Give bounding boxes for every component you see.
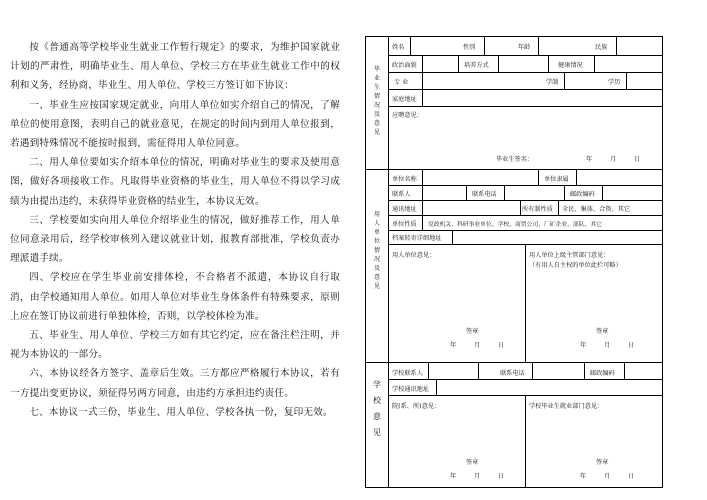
employer-date-month: 月 [474, 342, 481, 349]
school-phone-field[interactable] [532, 363, 584, 379]
student-row-political [388, 55, 662, 73]
school-row-address [388, 379, 662, 396]
school-postcode-label: 邮政编码 [590, 370, 615, 377]
employer-opinion-row [388, 244, 662, 362]
school-side-label: 学 校 意 见 [373, 380, 381, 437]
degree-label: 学制 [546, 79, 559, 86]
student-section [366, 37, 662, 170]
employer-opinion-area[interactable] [388, 244, 525, 362]
agreement-clause-7: 七、本协议一式三份，毕业生、用人单位、学校各执一份，复印无效。 [29, 406, 333, 418]
employer-date-day: 日 [498, 342, 505, 349]
student-side-label-cell [366, 37, 389, 169]
employment-office-date-day: 日 [628, 473, 635, 480]
student-signature-label: 毕业生签名： [496, 156, 534, 163]
political-label: 政治面貌 [392, 62, 417, 69]
employer-stamp-label: 签章 [466, 328, 479, 335]
education-field[interactable] [626, 72, 662, 89]
name-label: 姓名 [392, 44, 405, 51]
employer-postcode-label: 邮政编码 [570, 191, 595, 198]
employer-side-label-cell [366, 170, 389, 362]
political-field[interactable] [422, 55, 458, 72]
school-address-label: 学校通讯地址 [392, 386, 430, 393]
age-label: 年龄 [518, 44, 531, 51]
mail-address-field[interactable] [422, 200, 520, 215]
home-address-field[interactable] [422, 89, 662, 106]
archive-address-label: 档案转寄详细地址 [392, 235, 442, 242]
supervisor-opinion-label: 用人单位上级主管部门意见： [529, 252, 610, 259]
major-label: 专 业 [394, 79, 409, 86]
student-row-major [388, 72, 662, 90]
school-contact-field[interactable] [428, 363, 478, 379]
agreement-clause-2: 二、用人单位要如实介绍本单位的情况，明确对毕业生的要求及使用意图，做好各项接收工作。凡取得毕业资格的毕业生，用人单位不得以学习成绩为由提出违约，未获得毕业资格的结业生，本协议无效。 [10, 157, 340, 207]
employer-date-year: 年 [450, 342, 457, 349]
supervisor-opinion-area[interactable] [525, 244, 662, 362]
ethnicity-field[interactable] [616, 37, 662, 55]
department-date-month: 月 [474, 473, 481, 480]
employer-contact-field[interactable] [422, 185, 466, 200]
agreement-clause-5: 五、毕业生、用人单位、学校三方如有其它约定，应在备注栏注明，并视为本协议的一部分。 [10, 330, 340, 361]
mail-address-label: 通讯地址 [392, 206, 417, 213]
education-label: 学历 [608, 79, 621, 86]
school-opinion-row [388, 395, 662, 487]
student-date-day: 日 [634, 156, 641, 163]
school-phone-label: 联系电话 [500, 370, 525, 377]
student-opinion-area[interactable] [388, 106, 662, 169]
employer-row-nature [388, 215, 662, 231]
school-contact-label: 学校联系人 [392, 370, 423, 377]
agreement-clause-3: 三、学校要如实向用人单位介绍毕业生的情况，做好推荐工作，用人单位同意录用后，经学校审核列入建议就业计划，报教育部批准，学校负责办理派遣手续。 [10, 214, 340, 265]
unit-affiliation-field[interactable] [576, 170, 662, 185]
school-address-field[interactable] [436, 379, 662, 395]
health-field[interactable] [594, 55, 662, 72]
school-row-contact [388, 363, 662, 380]
employer-row-contact [388, 185, 662, 201]
student-date-year: 年 [586, 156, 593, 163]
agreement-clause-6: 六、本协议经各方签字、盖章后生效。三方都应严格履行本协议，若有一方提出变更协议，须征得另两方同意，由违约方承担违约责任。 [10, 368, 340, 399]
ownership-options[interactable]: 全民、集体、合资、其它 [562, 206, 631, 213]
department-date-day: 日 [498, 473, 505, 480]
employer-phone-label: 联系电话 [472, 191, 497, 198]
employer-contact-label: 联系人 [392, 191, 411, 198]
school-postcode-field[interactable] [624, 363, 662, 379]
home-address-label: 家庭地址 [392, 96, 417, 103]
agreement-clause-4: 四、学校应在学生毕业前安排体检，不合格者不派遣，本协议自行取消，由学校通知用人单位。如用人单位对毕业生身体条件有特殊要求，原则上应在签订协议前进行单独体检，否则，以学校体检为准。 [10, 272, 340, 322]
unit-name-label: 单位名称 [392, 176, 417, 183]
department-opinion-label: 院(系、所)意见： [392, 403, 441, 410]
agreement-intro: 按《普通高等学校毕业生就业工作暂行规定》的要求，为维护国家就业计划的严肃性，明确毕业生、用人单位、学校三方在毕业生就业工作中的权利和义务，经协商，毕业生、用人单位、学校三方签订如下协议： [10, 42, 340, 92]
employer-side-label: 用 人 单 位 情 况 及 意 见 [373, 211, 380, 290]
degree-field[interactable] [564, 72, 604, 89]
employment-office-stamp-label: 签章 [596, 459, 609, 466]
department-stamp-label: 签章 [466, 459, 479, 466]
employment-office-date-year: 年 [580, 473, 587, 480]
agreement-clause-1: 一、毕业生应按国家规定就业，向用人单位如实介绍自己的情况，了解单位的使用意图，表明自己的就业意见，在规定的时间内到用人单位报到，若遇到特殊情况不能按时报到，需征得用人单位同意。 [10, 99, 340, 150]
archive-address-field[interactable] [452, 230, 662, 244]
student-date-month: 月 [610, 156, 617, 163]
agreement-form [365, 36, 663, 488]
gender-field[interactable] [484, 37, 514, 55]
unit-name-field[interactable] [422, 170, 542, 185]
unit-nature-label: 单位性质 [392, 221, 417, 228]
employer-section [366, 170, 662, 363]
supervisor-date-year: 年 [580, 342, 587, 349]
employment-office-date-month: 月 [604, 473, 611, 480]
unit-affiliation-label: 单位隶属 [544, 176, 569, 183]
employer-phone-field[interactable] [504, 185, 564, 200]
supervisor-stamp-label: 签章 [596, 328, 609, 335]
supervisor-note: （有用人自主权的单位此栏可略） [529, 262, 622, 269]
student-row-address [388, 89, 662, 107]
department-date-year: 年 [450, 473, 457, 480]
gender-label: 性别 [463, 44, 476, 51]
employment-office-opinion-area[interactable] [525, 395, 662, 487]
training-field[interactable] [498, 55, 548, 72]
employer-row-address [388, 200, 662, 216]
training-label: 培养方式 [464, 62, 489, 69]
unit-nature-options[interactable]: 党政机关、科研事业单位、学校、商贸公司、厂矿企业、部队、其它 [428, 222, 602, 228]
employer-row-name [388, 170, 662, 186]
department-opinion-area[interactable] [388, 395, 525, 487]
supervisor-date-day: 日 [628, 342, 635, 349]
supervisor-date-month: 月 [604, 342, 611, 349]
school-section [366, 363, 662, 487]
ethnicity-label: 民族 [595, 44, 608, 51]
ownership-label: 所有制性质 [522, 206, 553, 213]
student-row-basic [388, 37, 662, 56]
school-side-label-cell [366, 363, 389, 487]
agreement-text [10, 38, 340, 422]
age-field[interactable] [538, 37, 598, 55]
student-side-label: 毕 业 生 情 况 及 意 见 [373, 66, 380, 136]
employer-postcode-field[interactable] [602, 185, 662, 200]
health-label: 健康情况 [558, 62, 583, 69]
employment-office-opinion-label: 学校毕业生就业部门意见： [529, 403, 604, 410]
major-field[interactable] [422, 72, 542, 89]
employer-opinion-label: 用人单位意见： [392, 252, 436, 259]
employer-row-archive [388, 230, 662, 245]
application-opinion-label: 应聘意见： [392, 112, 423, 119]
